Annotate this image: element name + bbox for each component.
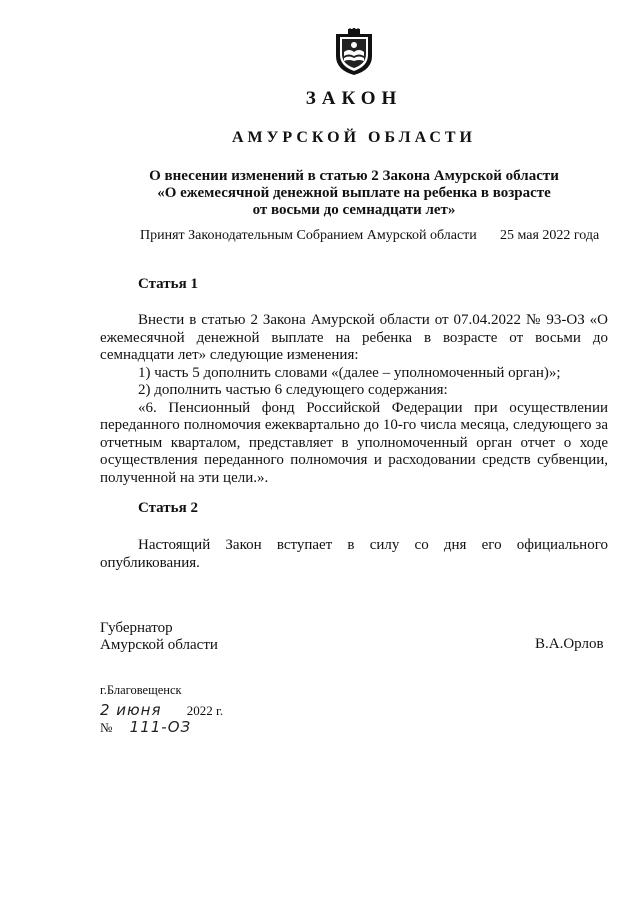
article-1-body bbox=[100, 312, 608, 487]
position-line: Амурской области bbox=[100, 637, 218, 653]
document-subtitle: АМУРСКОЙ ОБЛАСТИ bbox=[232, 129, 476, 146]
heading-line: от восьми до семнадцати лет» bbox=[252, 202, 456, 218]
year: 2022 г. bbox=[186, 703, 224, 718]
signatory-position bbox=[100, 620, 218, 654]
adopted-date: 25 мая 2022 года bbox=[500, 228, 600, 243]
adopted-by: Принят Законодательным Собранием Амурской области bbox=[140, 228, 477, 243]
number-label: № bbox=[100, 720, 113, 735]
position-line: Губернатор bbox=[100, 620, 173, 636]
law-heading bbox=[90, 168, 618, 219]
handwritten-date: 2 июня bbox=[100, 701, 162, 719]
article-1-item-1: 1) часть 5 дополнить словами «(далее – уполномоченный орган)»; bbox=[138, 364, 561, 381]
city: г.Благовещенск bbox=[100, 683, 182, 697]
article-1-title: Статья 1 bbox=[138, 276, 198, 292]
heading-line: О внесении изменений в статью 2 Закона Амурской области bbox=[149, 168, 559, 184]
handwritten-number: 111-ОЗ bbox=[129, 718, 192, 736]
document-title: ЗАКОН bbox=[305, 88, 403, 109]
article-1-item-2: 2) дополнить частью 6 следующего содержания: bbox=[138, 382, 448, 398]
article-1-intro: Внести в статью 2 Закона Амурской области от 07.04.2022 № 93-ОЗ «О ежемесячной денежной выплате на ребенка в возрасте от восьми до семнадцати лет» следующие изменения: bbox=[100, 312, 608, 363]
signing-date bbox=[100, 701, 223, 719]
article-2-text: Настоящий Закон вступает в силу со дня его официального опубликования. bbox=[100, 537, 608, 571]
signatory-name: В.А.Орлов bbox=[535, 636, 604, 652]
coat-of-arms-emblem bbox=[332, 28, 376, 76]
article-2-body bbox=[100, 537, 608, 572]
article-1-quote: «6. Пенсионный фонд Российской Федерации при осуществлении переданного полномочия ежеквартально до 10-го числа месяца, следующего за отчетным кварталом, представляет в уполномоченный орган отчет о ходе осуществления переданного полномочия и расходовании средств субвенции, полученной на эти цели.». bbox=[100, 399, 608, 486]
heading-line: «О ежемесячной денежной выплате на ребенка в возрасте bbox=[157, 185, 551, 201]
article-2-title: Статья 2 bbox=[138, 500, 198, 516]
law-number bbox=[100, 718, 191, 736]
